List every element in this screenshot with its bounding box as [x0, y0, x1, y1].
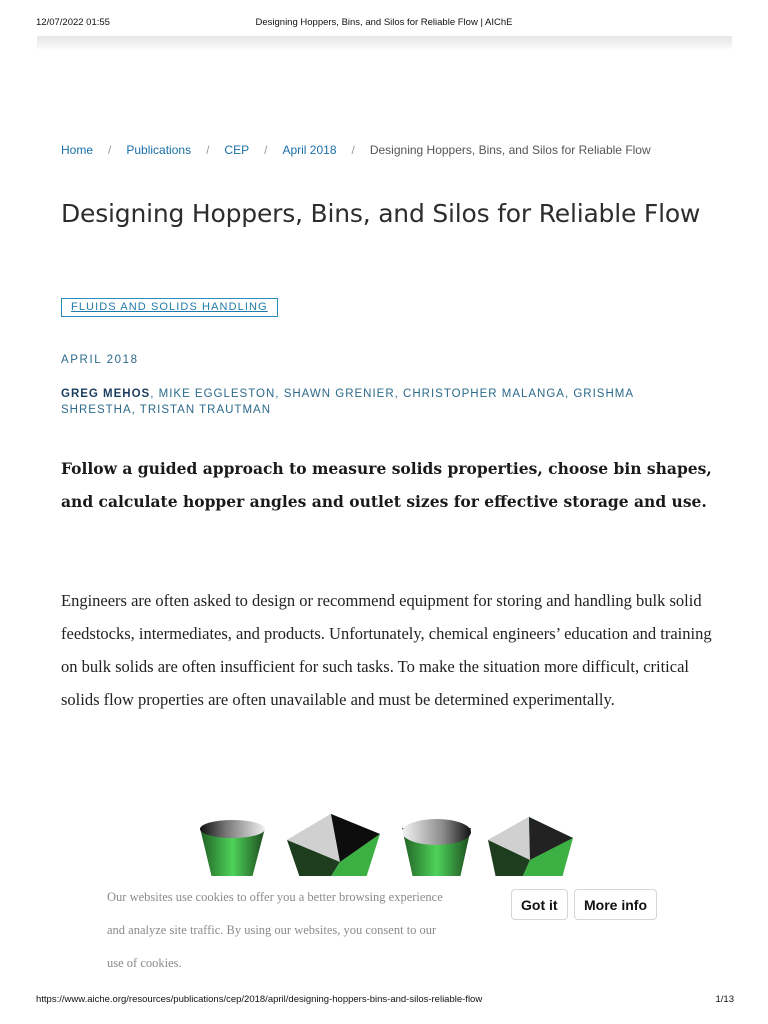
breadcrumb-separator: /: [108, 143, 112, 157]
breadcrumb-april-2018-link[interactable]: April 2018: [282, 143, 337, 157]
print-header: [0, 17, 768, 31]
hopper-shapes-figure: [190, 812, 590, 878]
breadcrumb-separator: /: [264, 143, 268, 157]
lead-author[interactable]: GREG MEHOS: [61, 388, 151, 400]
topic-tag-link[interactable]: FLUIDS AND SOLIDS HANDLING: [61, 298, 278, 317]
print-footer: [0, 994, 768, 1008]
publication-date: APRIL 2018: [61, 354, 139, 366]
breadcrumb: [61, 143, 651, 157]
print-page-title: Designing Hoppers, Bins, and Silos for Reliable Flow | AIChE: [255, 17, 513, 28]
print-page-number: 1/13: [715, 994, 734, 1005]
cookie-consent-banner: [0, 876, 768, 988]
breadcrumb-home-link[interactable]: Home: [61, 143, 94, 157]
co-authors[interactable]: , MIKE EGGLESTON, SHAWN GRENIER, CHRISTOPHER MALANGA, GRISHMA SHRESTHA, TRISTAN TRAUTMAN: [61, 388, 634, 416]
article-title: Designing Hoppers, Bins, and Silos for Reliable Flow: [61, 199, 701, 228]
hopper-shapes-illustration: [190, 812, 590, 878]
cookie-message: Our websites use cookies to offer you a better browsing experience and analyze site traffic. By using our websites, you consent to our use of cookies.: [107, 890, 443, 970]
conical-hopper-icon: [402, 819, 471, 878]
article-lede: Follow a guided approach to measure solids properties, choose bin shapes, and calculate hopper angles and outlet sizes for effective storage and use.: [61, 459, 712, 511]
article-body-paragraph: Engineers are often asked to design or recommend equipment for storing and handling bulk solid feedstocks, intermediates, and products. Unfortunately, chemical engineers’ education and training on bulk solids are often insufficient for such tasks. To make the situation more difficult, critical solids flow properties are often unavailable and must be determined experimentally.: [61, 591, 712, 709]
got-it-button[interactable]: Got it: [511, 889, 568, 920]
site-header-bar: [37, 36, 732, 50]
print-url: https://www.aiche.org/resources/publications/cep/2018/april/designing-hoppers-bins-and-silos-reliable-flow: [36, 994, 483, 1005]
breadcrumb-cep-link[interactable]: CEP: [224, 143, 250, 157]
pyramidal-hopper-icon: [488, 817, 573, 878]
breadcrumb-separator: /: [351, 143, 355, 157]
author-list: [61, 386, 701, 418]
breadcrumb-publications-link[interactable]: Publications: [126, 143, 192, 157]
breadcrumb-current: Designing Hoppers, Bins, and Silos for Reliable Flow: [369, 143, 651, 157]
pyramidal-hopper-icon: [287, 814, 380, 878]
print-date: 12/07/2022 01:55: [36, 17, 110, 28]
more-info-button[interactable]: More info: [574, 889, 657, 920]
conical-hopper-icon: [200, 820, 265, 878]
breadcrumb-separator: /: [206, 143, 210, 157]
